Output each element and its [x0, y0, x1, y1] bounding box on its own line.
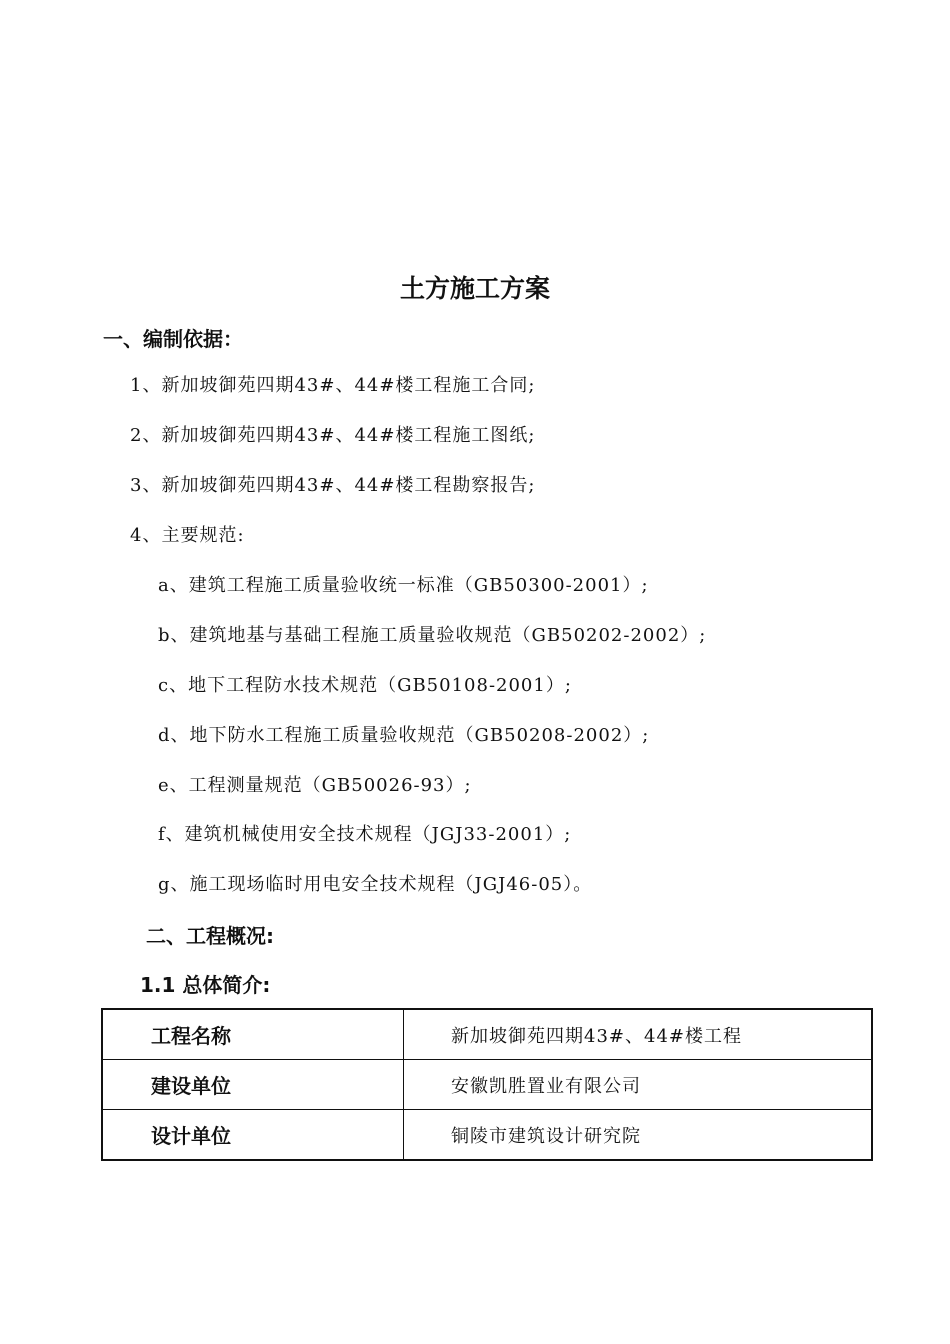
basis-item: 4、主要规范: — [130, 525, 245, 546]
section-heading-overview: 二、工程概况: — [146, 924, 274, 948]
standard-item: c、地下工程防水技术规范（GB50108-2001）; — [158, 675, 572, 696]
standard-item: e、工程测量规范（GB50026-93）; — [158, 775, 472, 796]
table-cell-value: 安徽凯胜置业有限公司 — [404, 1060, 873, 1110]
standard-item: b、建筑地基与基础工程施工质量验收规范（GB50202-2002）; — [158, 625, 707, 646]
table-row — [102, 1060, 872, 1110]
table-cell-label: 建设单位 — [102, 1060, 404, 1110]
section-heading-basis: 一、编制依据： — [103, 327, 243, 351]
standard-item: d、地下防水工程施工质量验收规范（GB50208-2002）; — [158, 725, 650, 746]
table-row — [102, 1110, 872, 1161]
document-title: 土方施工方案 — [399, 274, 550, 303]
table-cell-label: 设计单位 — [102, 1110, 404, 1161]
table-cell-value: 新加坡御苑四期43#、44#楼工程 — [404, 1009, 873, 1060]
standard-item: g、施工现场临时用电安全技术规程（JGJ46-05）。 — [158, 874, 593, 895]
project-info-table — [101, 1008, 873, 1161]
table-cell-label: 工程名称 — [102, 1009, 404, 1060]
standard-item: a、建筑工程施工质量验收统一标准（GB50300-2001）; — [158, 575, 649, 596]
basis-item: 1、新加坡御苑四期43#、44#楼工程施工合同; — [130, 375, 536, 396]
basis-item: 3、新加坡御苑四期43#、44#楼工程勘察报告; — [130, 475, 536, 496]
table-row — [102, 1009, 872, 1060]
subsection-heading-summary: 1.1 总体简介: — [140, 973, 271, 997]
basis-item: 2、新加坡御苑四期43#、44#楼工程施工图纸; — [130, 425, 536, 446]
table-cell-value: 铜陵市建筑设计研究院 — [404, 1110, 873, 1161]
standard-item: f、建筑机械使用安全技术规程（JGJ33-2001）; — [158, 824, 572, 845]
